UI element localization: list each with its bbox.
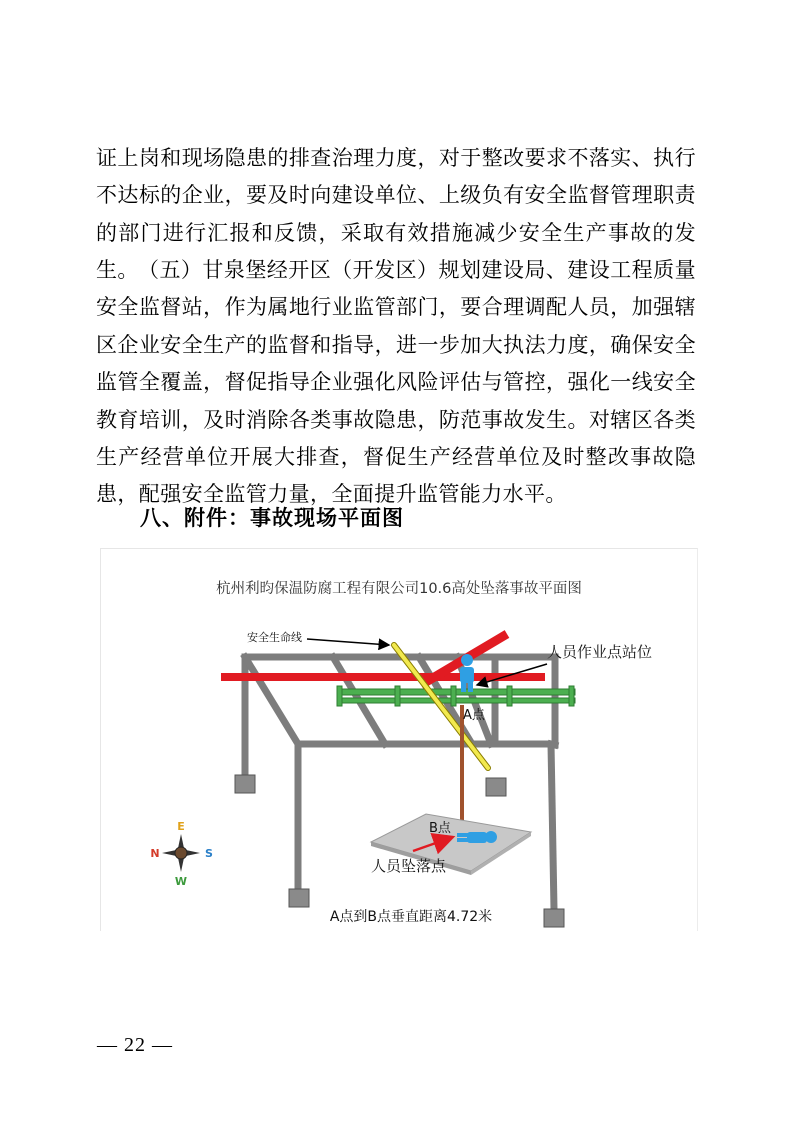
compass-north: N — [150, 847, 160, 860]
section-heading: 八、附件：事故现场平面图 — [140, 506, 404, 530]
lifeline-arrow — [307, 639, 389, 645]
page-number: — 22 — — [97, 1034, 173, 1056]
paragraph-item-5: （五）甘泉堡经开区（开发区）规划建设局、建设工程质量安全监督站，作为属地行业监管部门，要合理调配人员，加强辖区企业安全生产的监督和指导，进一步加大执法力度，确保安全监管全覆盖，督促指导企业强化风险评估与管控，强化一线安全教育培训，及时消除各类事故隐患，防范事故发生。对辖区各类生产经营单位开展大排查，督促生产经营单位及时整改事故隐患，配强安全监管力量，全面提升监管能力水平。 — [96, 258, 696, 507]
point-a-label: A点 — [463, 708, 485, 723]
site-plan-drawing — [101, 549, 697, 931]
compass-west: W — [174, 875, 188, 888]
fall-point-label: 人员坠落点 — [371, 857, 447, 875]
frame-front-right-post — [551, 744, 554, 909]
post-base-left — [235, 775, 255, 793]
point-b-label: B点 — [429, 821, 451, 836]
green-guardrail — [337, 686, 575, 706]
work-position-label: 人员作业点站位 — [547, 643, 653, 661]
compass-icon — [150, 820, 213, 888]
figure-title: 杭州利昀保温防腐工程有限公司10.6高处坠落事故平面图 — [216, 581, 582, 597]
frame-left-rafter — [245, 657, 298, 744]
post-base-front-right — [544, 909, 564, 927]
paragraph-continuation: 证上岗和现场隐患的排查治理力度，对于整改要求不落实、执行不达标的企业，要及时向建设单位、上级负有安全监督管理职责的部门进行汇报和反馈，采取有效措施减少安全生产事故的发生。 — [96, 146, 696, 283]
post-base-mid — [486, 778, 506, 796]
compass-south: S — [205, 847, 213, 860]
lifeline-label: 安全生命线 — [247, 631, 302, 644]
accident-site-plan-figure — [100, 548, 698, 931]
post-base-front-left — [289, 889, 309, 907]
compass-east: E — [177, 820, 185, 833]
distance-caption: A点到B点垂直距离4.72米 — [329, 909, 493, 925]
